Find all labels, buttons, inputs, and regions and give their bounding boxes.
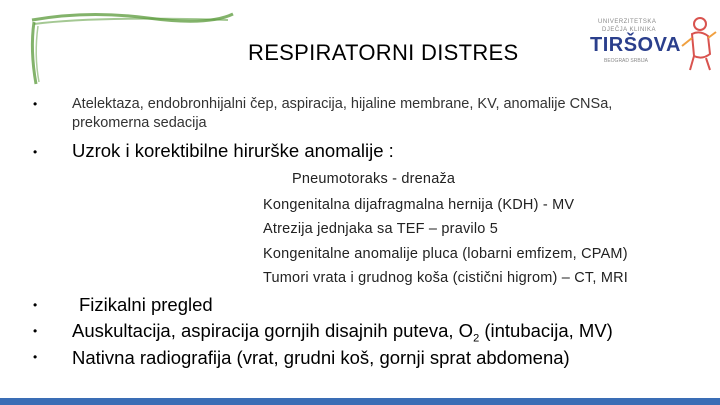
clinic-logo bbox=[590, 14, 720, 76]
item-2-text: Uzrok i korektibilne hirurške anomalije : bbox=[72, 140, 394, 161]
item-4-subscript: 2 bbox=[473, 332, 480, 345]
bullet-5: • bbox=[33, 350, 38, 364]
logo-brand: TIRŠOVA bbox=[590, 34, 681, 56]
bullet-2: • bbox=[33, 145, 38, 159]
subitem-4: Kongenitalne anomalije pluca (lobarni emfizem, CPAM) bbox=[263, 246, 628, 262]
item-4-main: Auskultacija, aspiracija gornjih disajnih puteva, O bbox=[72, 320, 474, 341]
header-decoration bbox=[28, 0, 238, 88]
child-figure-icon bbox=[676, 14, 720, 74]
item-5-text: Nativna radiografija (vrat, grudni koš, gornji sprat abdomena) bbox=[72, 347, 570, 368]
item-4-text bbox=[72, 320, 613, 345]
item-1-text: Atelektaza, endobronhijalni čep, aspiracija, hijaline membrane, KV, anomalije CNSa, prekomerna sedacija bbox=[72, 96, 613, 131]
subitem-5: Tumori vrata i grudnog koša (cistični higrom) – CT, MRI bbox=[263, 270, 629, 286]
subitem-1: Pneumotoraks - drenaža bbox=[292, 171, 456, 187]
subitem-3: Atrezija jednjaka sa TEF – pravilo 5 bbox=[263, 221, 499, 237]
bullet-4: • bbox=[33, 324, 38, 338]
logo-line3: BEOGRAD SRBIJA bbox=[604, 58, 648, 64]
bullet-1: • bbox=[33, 97, 38, 111]
subitem-2: Kongenitalna dijafragmalna hernija (KDH) - MV bbox=[263, 197, 575, 213]
bullet-3: • bbox=[33, 298, 38, 312]
slide-title: RESPIRATORNI DISTRES bbox=[248, 40, 519, 65]
item-4-tail: (intubacija, MV) bbox=[479, 320, 613, 341]
logo-line1: UNIVERZITETSKA bbox=[598, 19, 657, 25]
logo-line2: DJEČJA KLINIKA bbox=[602, 27, 657, 33]
item-3-text: Fizikalni pregled bbox=[79, 294, 213, 315]
footer-bar bbox=[0, 398, 720, 405]
